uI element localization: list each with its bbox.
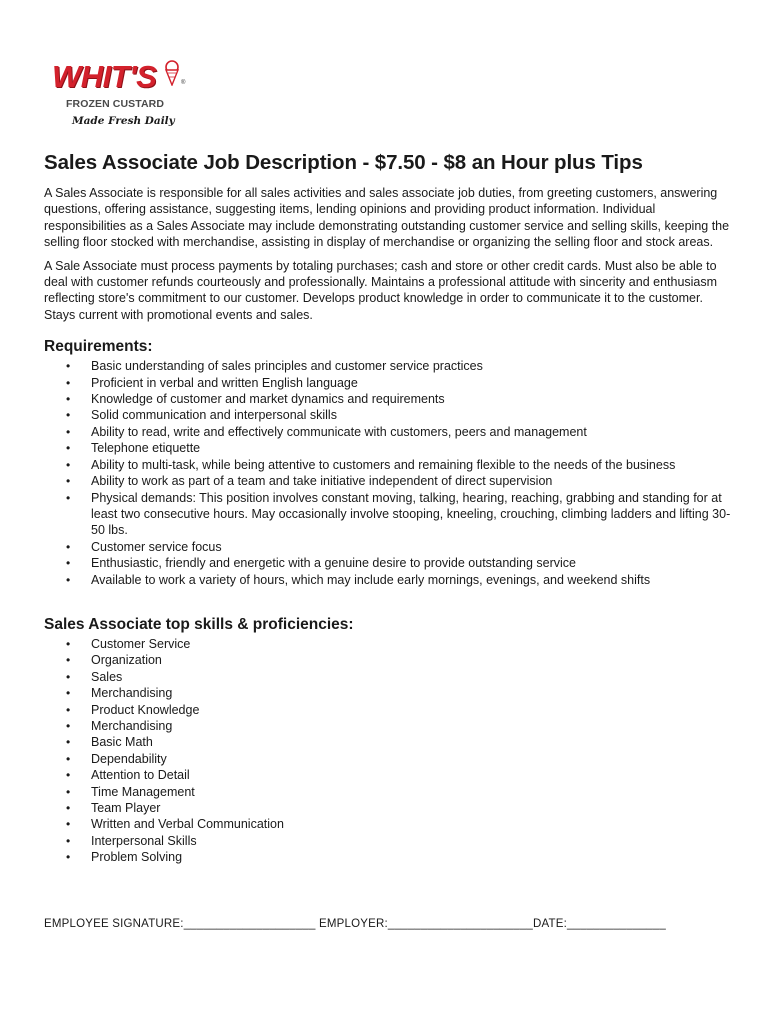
skill-item bbox=[44, 718, 734, 734]
skill-item-text: Merchandising bbox=[91, 718, 173, 733]
requirement-item bbox=[44, 391, 734, 407]
bullet-icon: • bbox=[66, 490, 71, 505]
skill-item bbox=[44, 833, 734, 849]
bullet-icon: • bbox=[66, 556, 71, 571]
page-title: Sales Associate Job Description - $7.50 - $8 an Hour plus Tips bbox=[44, 151, 643, 174]
skill-item-text: Written and Verbal Communication bbox=[91, 817, 284, 832]
requirement-item-text: Ability to multi-task, while being attentive to customers and remaining flexible to the needs of the business bbox=[91, 457, 676, 472]
bullet-icon: • bbox=[66, 751, 71, 766]
skill-item bbox=[44, 636, 734, 652]
requirement-item-text: Ability to read, write and effectively communicate with customers, peers and management bbox=[91, 424, 587, 439]
bullet-icon: • bbox=[66, 441, 71, 456]
logo-wordmark: WHIT'S bbox=[52, 59, 157, 94]
payments-paragraph: A Sale Associate must process payments by totaling purchases; cash and store or other credit cards. Must also be able to deal with customer refunds courteously and professionally. Maintains a professional attitude with sincerity and enthusiasm reflecting store's commitment to our customer. Develops product knowledge in order to communicate it to the customer. Stays current with promotional events and sales. bbox=[44, 258, 718, 322]
skill-item-text: Interpersonal Skills bbox=[91, 833, 197, 848]
signature-line: EMPLOYEE SIGNATURE:____________________ EMPLOYER:______________________DATE:_______________ bbox=[44, 918, 666, 930]
bullet-icon: • bbox=[66, 833, 71, 848]
requirement-item bbox=[44, 555, 734, 571]
requirement-item-text: Customer service focus bbox=[91, 539, 222, 554]
skill-item-text: Customer Service bbox=[91, 636, 191, 651]
requirement-item bbox=[44, 407, 734, 423]
requirement-item bbox=[44, 440, 734, 456]
requirement-item bbox=[44, 490, 734, 539]
registered-mark: ® bbox=[181, 80, 186, 86]
bullet-icon: • bbox=[66, 653, 71, 668]
job-description bbox=[44, 150, 734, 866]
requirements-heading: Requirements: bbox=[44, 338, 153, 356]
skill-item-text: Time Management bbox=[91, 784, 195, 799]
requirement-item bbox=[44, 539, 734, 555]
requirements-list bbox=[44, 358, 734, 588]
skill-item-text: Product Knowledge bbox=[91, 702, 200, 717]
requirement-item bbox=[44, 375, 734, 391]
requirement-item-text: Proficient in verbal and written English language bbox=[91, 375, 358, 390]
requirement-item bbox=[44, 473, 734, 489]
bullet-icon: • bbox=[66, 457, 71, 472]
skill-item bbox=[44, 800, 734, 816]
requirement-item bbox=[44, 358, 734, 374]
logo-subtitle: FROZEN CUSTARD bbox=[66, 98, 165, 110]
whits-logo bbox=[50, 58, 190, 132]
skill-item bbox=[44, 652, 734, 668]
bullet-icon: • bbox=[66, 817, 71, 832]
skill-item bbox=[44, 767, 734, 783]
skill-item-text: Merchandising bbox=[91, 686, 173, 701]
skill-item-text: Organization bbox=[91, 653, 162, 668]
bullet-icon: • bbox=[66, 636, 71, 651]
intro-paragraph: A Sales Associate is responsible for all sales activities and sales associate job duties, from greeting customers, answering questions, offering assistance, suggesting items, lending opinions and providing product information. Individual responsibilities as a Sales Associate may include demonstrating outstanding customer service and selling skills, keeping the selling floor stocked with merchandise, assisting in display of merchandise or organizing the selling floor and stock areas. bbox=[44, 186, 730, 250]
bullet-icon: • bbox=[66, 408, 71, 423]
skill-item bbox=[44, 734, 734, 750]
bullet-icon: • bbox=[66, 850, 71, 865]
skill-item-text: Dependability bbox=[91, 751, 167, 766]
skills-list bbox=[44, 636, 734, 866]
bullet-icon: • bbox=[66, 735, 71, 750]
bullet-icon: • bbox=[66, 539, 71, 554]
requirement-item bbox=[44, 457, 734, 473]
requirement-item-text: Knowledge of customer and market dynamics and requirements bbox=[91, 392, 445, 407]
bullet-icon: • bbox=[66, 375, 71, 390]
bullet-icon: • bbox=[66, 768, 71, 783]
skill-item bbox=[44, 669, 734, 685]
skill-item-text: Problem Solving bbox=[91, 850, 183, 865]
bullet-icon: • bbox=[66, 572, 71, 587]
bullet-icon: • bbox=[66, 359, 71, 374]
requirement-item bbox=[44, 424, 734, 440]
skill-item bbox=[44, 702, 734, 718]
bullet-icon: • bbox=[66, 669, 71, 684]
bullet-icon: • bbox=[66, 718, 71, 733]
skill-item-text: Team Player bbox=[91, 801, 161, 815]
bullet-icon: • bbox=[66, 424, 71, 439]
bullet-icon: • bbox=[66, 784, 71, 799]
skills-heading: Sales Associate top skills & proficiencies: bbox=[44, 615, 354, 633]
requirement-item bbox=[44, 572, 734, 588]
skill-item-text: Attention to Detail bbox=[91, 768, 190, 783]
requirement-item-text: Telephone etiquette bbox=[91, 441, 201, 456]
requirement-item-text: Ability to work as part of a team and take initiative independent of direct supervision bbox=[91, 474, 553, 489]
ice-cream-cone-icon bbox=[163, 60, 181, 86]
bullet-icon: • bbox=[66, 801, 71, 815]
requirement-item-text: Basic understanding of sales principles and customer service practices bbox=[91, 359, 483, 374]
logo-tagline: Made Fresh Daily bbox=[72, 115, 175, 127]
bullet-icon: • bbox=[66, 686, 71, 701]
requirement-item-text: Solid communication and interpersonal skills bbox=[91, 408, 337, 423]
skill-item bbox=[44, 784, 734, 800]
requirement-item-text: Available to work a variety of hours, which may include early mornings, evenings, and weekend shifts bbox=[91, 572, 651, 587]
skill-item-text: Basic Math bbox=[91, 735, 153, 750]
bullet-icon: • bbox=[66, 474, 71, 489]
skill-item bbox=[44, 685, 734, 701]
skill-item bbox=[44, 849, 734, 865]
requirement-item-text: Enthusiastic, friendly and energetic with a genuine desire to provide outstanding service bbox=[91, 556, 577, 571]
skill-item-text: Sales bbox=[91, 669, 123, 684]
skill-item bbox=[44, 751, 734, 767]
skill-item bbox=[44, 816, 734, 832]
bullet-icon: • bbox=[66, 702, 71, 717]
requirement-item-text: Physical demands: This position involves constant moving, talking, hearing, reaching, grabbing and standing for at least two consecutive hours. May occasionally involve stooping, kneeling, crouching, climbing ladders and lifting 30-50 lbs. bbox=[91, 490, 731, 538]
bullet-icon: • bbox=[66, 392, 71, 407]
